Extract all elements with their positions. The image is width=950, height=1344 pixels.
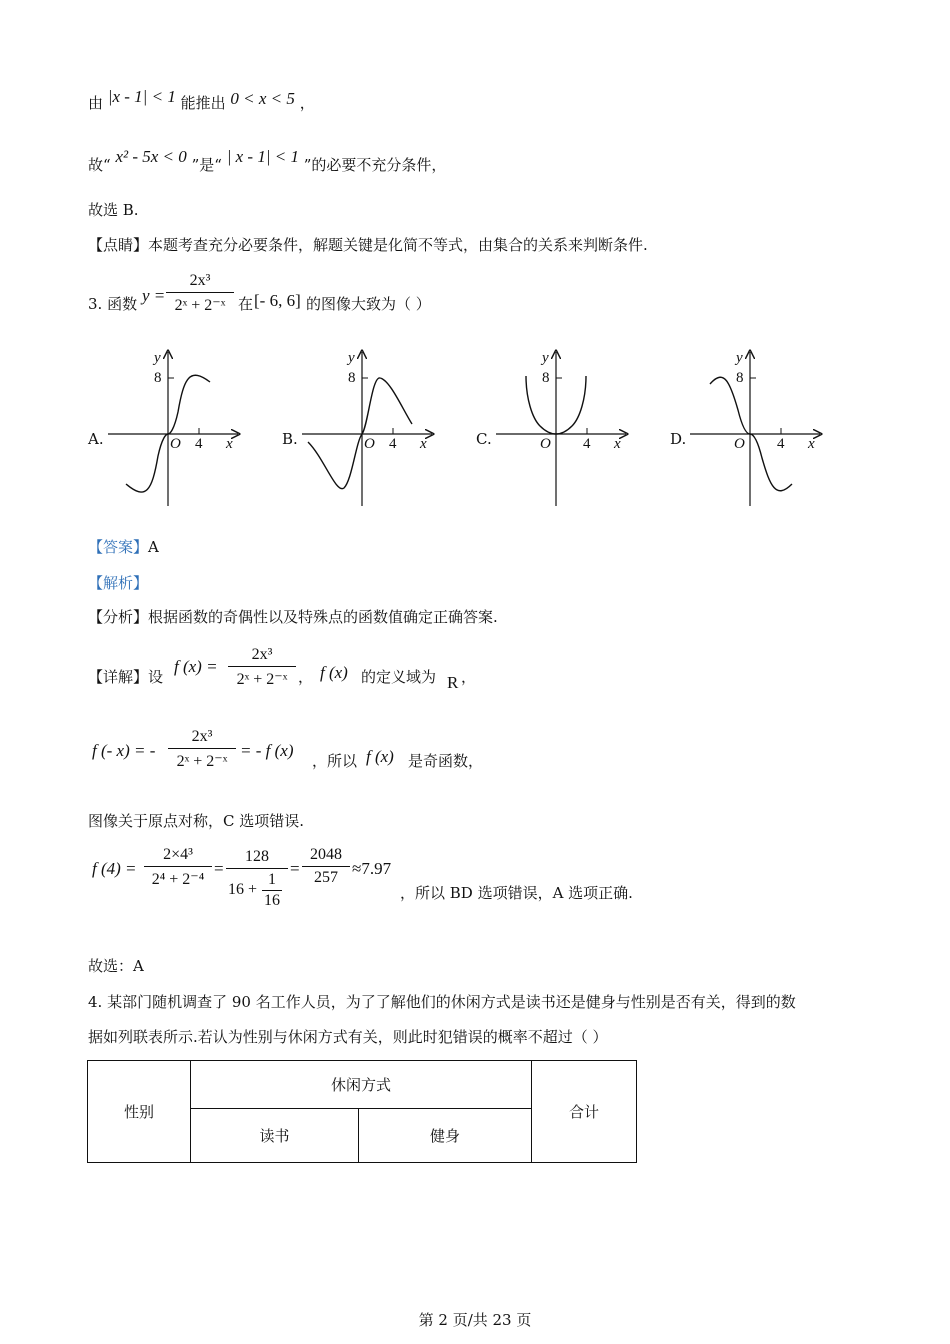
detail-fraction: [228, 646, 296, 689]
label-4: 4: [583, 436, 591, 452]
text: ”的必要不充分条件，: [303, 156, 447, 174]
odd-rhs: = - f (x): [240, 741, 294, 760]
denominator: 2⁴ + 2⁻⁴: [151, 871, 205, 888]
odd-end: 是奇函数，: [408, 752, 484, 770]
label-8: 8: [736, 370, 744, 386]
odd-lhs: f (- x) = -: [92, 741, 156, 760]
q3-post: 的图像大致为（ ）: [306, 295, 431, 313]
graph-b-svg: [280, 346, 440, 508]
text: 由: [88, 94, 104, 112]
label-o: O: [170, 436, 181, 452]
odd-fraction: [168, 728, 236, 771]
cell-total: 合计: [532, 1061, 637, 1163]
math-abs: |x - 1| < 1: [107, 87, 176, 106]
detail-tag: 【详解】设: [88, 668, 164, 686]
q4-line-2: 据如列联表所示.若认为性别与休闲方式有关，则此时犯错误的概率不超过（ ）: [88, 1028, 608, 1046]
graph-option-a[interactable]: [86, 346, 246, 508]
choose-line: 故选：A: [88, 957, 144, 975]
label-o: O: [364, 436, 375, 452]
fraction-bar: [166, 292, 234, 293]
detail-domain: 的定义域为: [361, 668, 437, 686]
cell-read: 读书: [191, 1109, 359, 1163]
detail-fx: f (x) =: [174, 657, 218, 676]
fraction-bar: [226, 868, 288, 869]
graph-a-svg: [86, 346, 246, 508]
f4-approx: ≈7.97: [352, 859, 392, 878]
text: ”是“: [191, 156, 222, 174]
detail-comma: ，: [298, 668, 314, 686]
option-letter: D.: [670, 430, 687, 448]
q4-line-1: 4. 某部门随机调查了 90 名工作人员，为了了解他们的休闲方式是读书还是健身与性别是否有关，得到的数: [88, 993, 796, 1011]
denominator-part: 16 +: [228, 881, 258, 898]
denominator: 2ˣ + 2⁻ˣ: [176, 753, 228, 770]
label-o: O: [734, 436, 745, 452]
sym-line: 图像关于原点对称，C 选项错误.: [88, 812, 305, 830]
analysis-tag: 【解析】: [88, 574, 149, 592]
detail-end: ，: [461, 668, 477, 686]
label-x: x: [614, 436, 621, 452]
inner-fraction: [262, 871, 282, 910]
f4-frac1: [144, 846, 212, 889]
inner-bar: [262, 890, 282, 891]
answer-line: [88, 540, 159, 555]
odd-fx: f (x): [366, 747, 394, 766]
odd-mid: ，所以: [312, 752, 358, 770]
text: 能推出: [180, 94, 226, 112]
label-8: 8: [154, 370, 162, 386]
line-2: [88, 147, 447, 174]
label-x: x: [808, 436, 815, 452]
fenxi-line: 【分析】根据函数的奇偶性以及特殊点的函数值确定正确答案.: [88, 608, 498, 626]
label-y: y: [348, 350, 355, 366]
q3-interval: [- 6, 6]: [254, 291, 301, 310]
numerator: 128: [245, 848, 269, 865]
f4-lhs: f (4) =: [92, 859, 137, 878]
detail-fx2: f (x): [320, 663, 348, 682]
line-3: 故选 B.: [88, 201, 139, 219]
inner-denominator: 16: [264, 892, 280, 909]
numerator: 2x³: [189, 272, 211, 289]
label-8: 8: [542, 370, 550, 386]
fraction-bar: [168, 748, 236, 749]
math-ineq: 0 < x < 5: [230, 89, 295, 108]
graph-d-svg: [668, 346, 828, 508]
numerator: 2048: [310, 846, 342, 863]
f4-frac2: [226, 848, 288, 915]
graph-option-d[interactable]: [668, 346, 828, 508]
f4-eq1: =: [214, 859, 224, 878]
option-letter: B.: [282, 430, 298, 448]
math-expr: x² - 5x < 0: [115, 147, 187, 166]
graph-option-c[interactable]: [474, 346, 634, 508]
label-8: 8: [348, 370, 356, 386]
label-y: y: [542, 350, 549, 366]
option-letter: A.: [88, 430, 104, 448]
denominator: 2ˣ + 2⁻ˣ: [236, 671, 288, 688]
label-o: O: [540, 436, 551, 452]
f4-post: ，所以 BD 选项错误，A 选项正确.: [400, 884, 633, 902]
answer-value: A: [148, 538, 159, 556]
fraction-bar: [144, 866, 212, 867]
f4-eq2: =: [290, 859, 300, 878]
line-4: 【点睛】本题考查充分必要条件，解题关键是化简不等式，由集合的关系来判断条件.: [88, 236, 648, 254]
numerator: 2x³: [191, 728, 213, 745]
label-4: 4: [389, 436, 397, 452]
q3-prefix: 3. 函数: [88, 295, 138, 313]
q3-y-eq: y =: [142, 286, 166, 305]
option-letter: C.: [476, 430, 492, 448]
label-y: y: [154, 350, 161, 366]
text: ，: [299, 94, 315, 112]
cell-fit: 健身: [359, 1109, 532, 1163]
inner-numerator: 1: [268, 871, 276, 888]
cell-sex: 性别: [88, 1061, 191, 1163]
page-footer: 第 2 页/共 23 页: [418, 1311, 532, 1329]
label-4: 4: [777, 436, 785, 452]
denominator: 257: [314, 869, 338, 886]
detail-R: R: [447, 673, 459, 692]
label-x: x: [420, 436, 427, 452]
f4-frac3: [302, 846, 350, 887]
numerator: 2×4³: [163, 846, 193, 863]
text: 故“: [88, 156, 111, 174]
graph-option-b[interactable]: [280, 346, 440, 508]
denominator: 2ˣ + 2⁻ˣ: [174, 297, 226, 314]
numerator: 2x³: [251, 646, 273, 663]
label-x: x: [226, 436, 233, 452]
line-1: [88, 87, 315, 112]
graph-c-svg: [474, 346, 634, 508]
denominator: [226, 871, 288, 915]
fraction-bar: [228, 666, 296, 667]
label-4: 4: [195, 436, 203, 452]
contingency-table: [87, 1060, 637, 1163]
fraction-bar: [302, 866, 350, 867]
q3-mid: 在: [238, 295, 254, 313]
curve-b: [308, 378, 412, 489]
cell-leisure: 休闲方式: [191, 1061, 532, 1109]
q3-fraction: [166, 272, 234, 315]
answer-tag: 【答案】: [88, 538, 149, 556]
label-y: y: [736, 350, 743, 366]
math-expr: | x - 1| < 1: [226, 147, 299, 166]
